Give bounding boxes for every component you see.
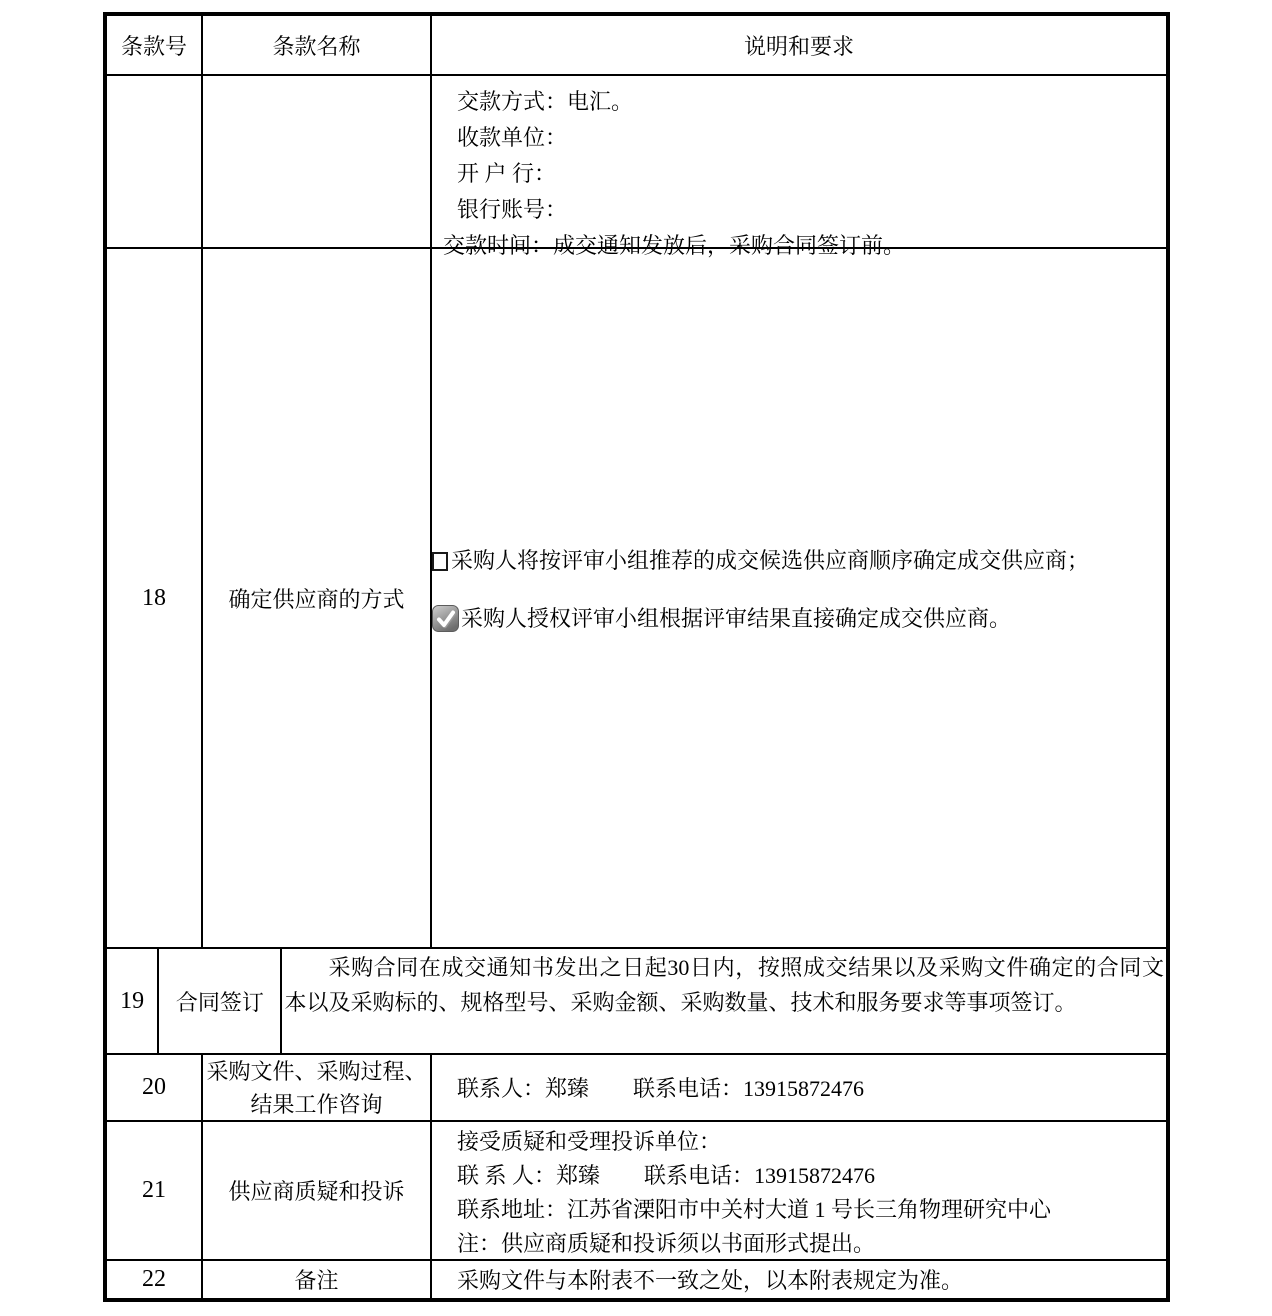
header-description: 说明和要求 (743, 33, 854, 59)
table-row-18 (107, 249, 1166, 949)
header-clause-name: 条款名称 (203, 16, 432, 74)
clause-name-cell: 确定供应商的方式 (203, 249, 432, 947)
option-2-label: 采购人授权评审小组根据评审结果直接确定成交供应商。 (461, 606, 1012, 631)
table-row-payment-cont (107, 76, 1166, 258)
complaint-note-line: 注：供应商质疑和投诉须以书面形式提出。 (457, 1231, 876, 1256)
description-cell (432, 1122, 1166, 1259)
clause-no-cell (107, 76, 203, 247)
clause-name-line-2: 结果工作咨询 (250, 1091, 383, 1117)
supplier-option-1 (432, 544, 1166, 578)
table-header-row (107, 16, 1166, 76)
clause-name-cell: 供应商质疑和投诉 (203, 1122, 432, 1259)
complaint-contact-line: 联 系 人：郑臻 联系电话：13915872476 (457, 1163, 876, 1188)
consult-contact-line: 联系人：郑臻 联系电话：13915872476 (457, 1076, 865, 1101)
description-cell (432, 1261, 1166, 1298)
table-row-22 (107, 1261, 1166, 1298)
bank-line: 开 户 行： (457, 161, 557, 186)
payee-line: 收款单位： (457, 125, 568, 150)
clause-name-cell (203, 76, 432, 247)
supplier-option-2 (432, 602, 1166, 636)
table-row-20 (107, 1055, 1166, 1122)
clause-no-cell: 18 (107, 249, 203, 947)
payment-method-line: 交款方式：电汇。 (457, 89, 634, 114)
clause-table (103, 12, 1170, 1302)
checkbox-checked-icon[interactable] (432, 605, 460, 633)
description-cell (282, 949, 1166, 1053)
complaint-unit-line: 接受质疑和受理投诉单位： (457, 1129, 722, 1154)
clause-no-cell: 19 (107, 949, 159, 1053)
clause-name-cell (203, 1055, 432, 1120)
complaint-address-line: 联系地址：江苏省溧阳市中关村大道 1 号长三角物理研究中心 (457, 1197, 1052, 1222)
payment-time-line: 交款时间：成交通知发放后，采购合同签订前。 (443, 233, 906, 258)
clause-no-cell: 20 (107, 1055, 203, 1120)
clause-name-line-1: 采购文件、采购过程、 (206, 1058, 427, 1084)
table-row-21 (107, 1122, 1166, 1261)
description-cell (432, 249, 1166, 947)
checkbox-unchecked-icon[interactable] (432, 552, 448, 571)
header-clause-no: 条款号 (107, 16, 203, 74)
clause-no-cell: 22 (107, 1261, 203, 1298)
clause-name-cell: 合同签订 (159, 949, 282, 1053)
description-cell (432, 76, 1166, 258)
account-line: 银行账号： (457, 197, 568, 222)
contract-signing-text: 采购合同在成交通知书发出之日起30日内，按照成交结果以及采购文件确定的合同文本以及采购标的、规格型号、采购金额、采购数量、技术和服务要求等事项签订。 (284, 955, 1164, 1015)
option-1-label: 采购人将按评审小组推荐的成交候选供应商顺序确定成交供应商； (451, 548, 1090, 573)
table-row-19 (107, 949, 1166, 1055)
remark-line: 采购文件与本附表不一致之处，以本附表规定为准。 (457, 1268, 964, 1293)
clause-name-cell: 备注 (203, 1261, 432, 1298)
clause-no-cell: 21 (107, 1122, 203, 1259)
description-cell (432, 1055, 1166, 1120)
